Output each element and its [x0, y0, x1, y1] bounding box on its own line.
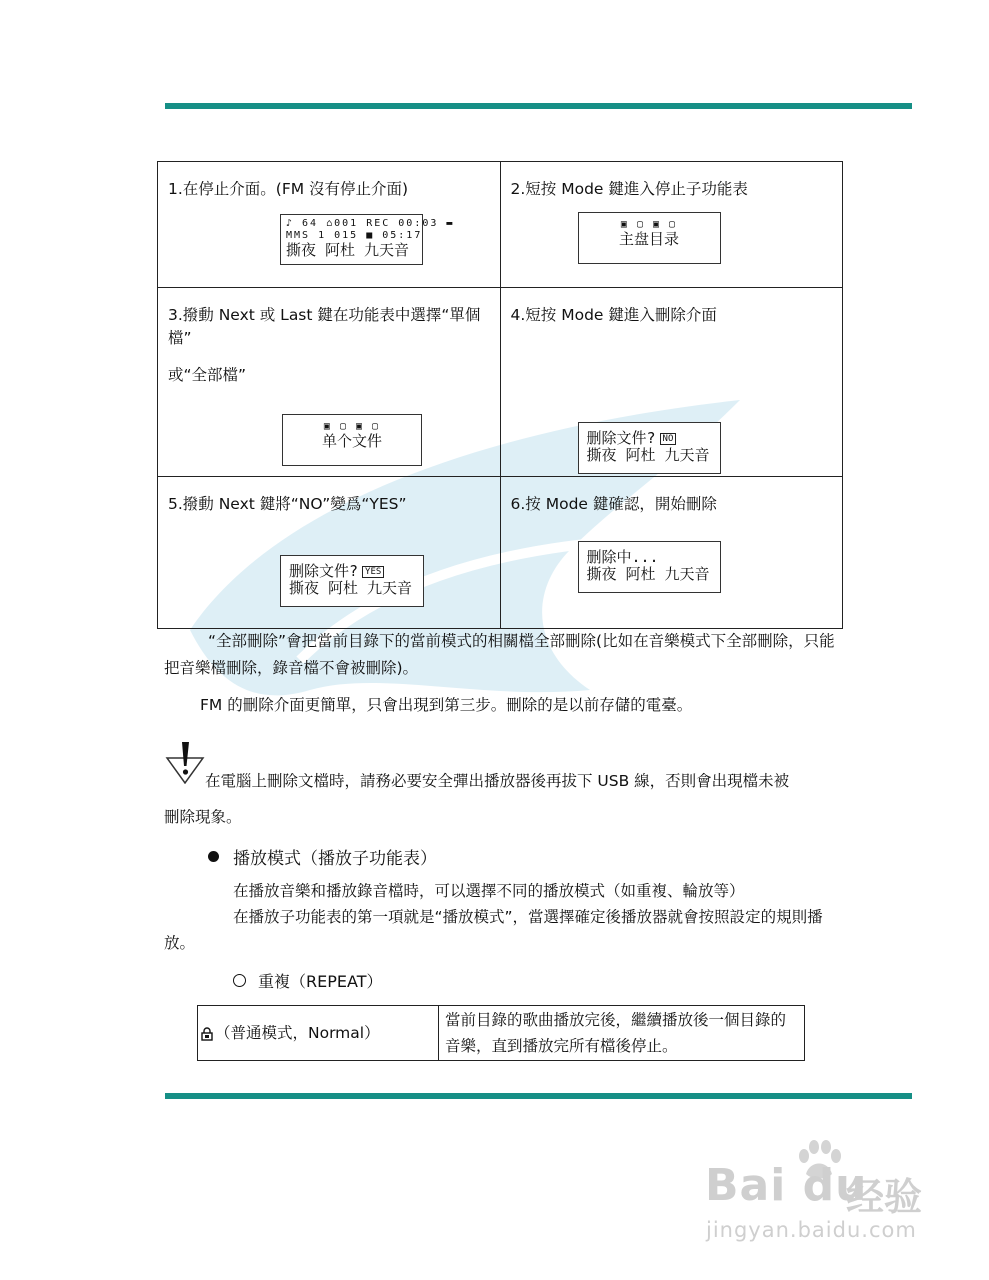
section-heading: [208, 844, 437, 869]
warning-text-line2: 刪除現象。: [164, 808, 242, 826]
lcd-menu-icons: ▣ ▢ ▣ ▢: [323, 421, 381, 432]
lcd-stop-screen: [280, 214, 455, 265]
step-2-text: 2.短按 Mode 鍵進入停止子功能表: [510, 180, 748, 198]
step-cell-2: [500, 162, 843, 288]
watermark-url: jingyan.baidu.com: [706, 1218, 917, 1242]
lcd-song-line: 撕夜 阿杜 九天音: [586, 565, 710, 583]
bottom-rule: [165, 1093, 912, 1099]
step-cell-6: [500, 477, 843, 629]
subsection-title: 重複（REPEAT）: [258, 972, 383, 991]
lcd-menu-screen: [578, 212, 721, 264]
step-6-text: 6.按 Mode 鍵確認，開始刪除: [510, 495, 717, 513]
lcd-status-icons: ♪ 64 ⌂001 REC 00:03 ▬: [286, 218, 455, 229]
step-3-line2: 或“全部檔”: [168, 366, 247, 384]
step-3-text: [168, 304, 492, 387]
fm-delete-note: FM 的刪除介面更簡單，只會出現到第三步。刪除的是以前存儲的電臺。: [200, 696, 693, 714]
table-row: [198, 1006, 805, 1061]
warning-icon: [165, 740, 205, 784]
step-cell-3: [158, 288, 501, 477]
step-5-text: 5.撥動 Next 鍵將“NO”變爲“YES”: [168, 495, 407, 513]
section-title: 播放模式（播放子功能表）: [233, 849, 437, 869]
jingyan-label: 经验: [846, 1175, 923, 1219]
play-mode-description: 在播放子功能表的第一項就是“播放模式”，當選擇確定後播放器就會按照設定的規則播放。: [164, 908, 823, 952]
baidu-jingyan-watermark: [700, 1140, 940, 1250]
bullet-dot-icon: [208, 851, 219, 862]
step-4-text: 4.短按 Mode 鍵進入刪除介面: [510, 306, 717, 324]
lcd-single-file-label: 单个文件: [321, 432, 382, 450]
lcd-status-line: MMS 1 015 ■ 05:17: [286, 230, 423, 241]
lcd-no-tag: NO: [660, 433, 677, 445]
lcd-deleting-label: 删除中...: [586, 548, 659, 566]
step-1-text: 1.在停止介面。(FM 沒有停止介面): [168, 180, 409, 198]
baidu-brand: Bai du: [705, 1160, 868, 1211]
steps-table: [157, 161, 843, 629]
mode-description: 當前目錄的歌曲播放完後，繼續播放後一個目錄的音樂，直到播放完所有檔後停止。: [439, 1006, 805, 1061]
lcd-delete-yes-screen: [280, 555, 424, 607]
lcd-menu-label: 主盘目录: [618, 230, 679, 248]
lcd-delete-prompt: 删除文件?: [289, 562, 359, 580]
top-rule: [165, 103, 912, 109]
warning-text-line1: 在電腦上刪除文檔時，請務必要安全彈出播放器後再拔下 USB 線，否則會出現檔未被: [205, 772, 790, 790]
lcd-menu-icons: ▣ ▢ ▣ ▢: [620, 219, 678, 230]
lcd-song-line: 撕夜 阿杜 九天音: [289, 579, 413, 597]
step-cell-5: [158, 477, 501, 629]
lcd-deleting-screen: [578, 541, 721, 593]
normal-mode-icon: [201, 1027, 213, 1041]
mode-name: （普通模式，Normal）: [215, 1024, 380, 1042]
delete-all-note: “全部刪除”會把當前目錄下的當前模式的相關檔全部刪除(比如在音樂模式下全部刪除，只能把音樂檔刪除，錄音檔不會被刪除)。: [164, 632, 835, 677]
lcd-single-file-screen: [282, 414, 422, 466]
hollow-circle-icon: [233, 974, 246, 987]
lcd-delete-prompt: 删除文件?: [586, 429, 656, 447]
lcd-song-line: 撕夜 阿杜 九天音: [286, 241, 410, 259]
lcd-delete-no-screen: [578, 422, 721, 474]
lcd-yes-tag: YES: [362, 566, 384, 578]
mode-name-cell: [198, 1006, 439, 1061]
step-cell-1: [158, 162, 501, 288]
play-mode-intro: 在播放音樂和播放錄音檔時，可以選擇不同的播放模式（如重複、輪放等）: [233, 882, 745, 900]
play-modes-table: [197, 1005, 805, 1061]
lcd-song-line: 撕夜 阿杜 九天音: [586, 446, 710, 464]
step-3-line1: 3.撥動 Next 或 Last 鍵在功能表中選擇“單個檔”: [168, 306, 481, 347]
step-cell-4: [500, 288, 843, 477]
subsection-heading: [233, 969, 382, 992]
